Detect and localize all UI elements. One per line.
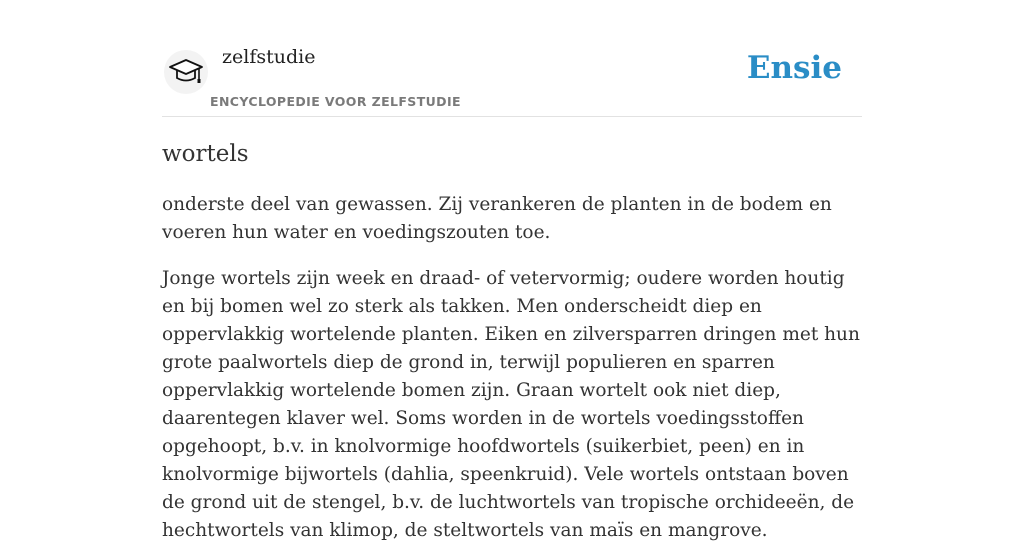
book-title[interactable]: zelfstudie (222, 46, 316, 68)
entry-headword: wortels (162, 141, 249, 167)
entry-paragraph: Jonge wortels zijn week en draad- of vetervormig; oudere worden houtig en bij bomen wel zo sterk als takken. Men onderscheidt diep en oppervlakkig wortelende planten. Eiken en zilversparren dringen met hun grote paalwortels diep de grond in, terwijl populieren en sparren oppervlakkig wortelende bomen zijn. Graan wortelt ook niet diep, daarentegen klaver wel. Soms worden in de wortels voedingsstoffen opgehoopt, b.v. in knolvormige hoofdwortels (suikerbiet, peen) en in knolvormige bijwortels (dahlia, speenkruid). Vele wortels ontstaan boven de grond uit de stengel, b.v. de luchtwortels van tropische orchideeën, de hechtwortels van klimop, de steltwortels van maïs en mangrove. (162, 268, 860, 541)
book-subtitle: ENCYCLOPEDIE VOOR ZELFSTUDIE (210, 94, 461, 109)
brand-logo[interactable]: Ensie (746, 50, 842, 86)
page (162, 0, 862, 545)
header (162, 0, 862, 117)
graduation-cap-icon (168, 56, 204, 88)
book-logo[interactable] (164, 50, 208, 94)
entry-paragraph: onderste deel van gewassen. Zij verankeren de planten in de bodem en voeren hun water en voedingszouten toe. (162, 194, 832, 243)
